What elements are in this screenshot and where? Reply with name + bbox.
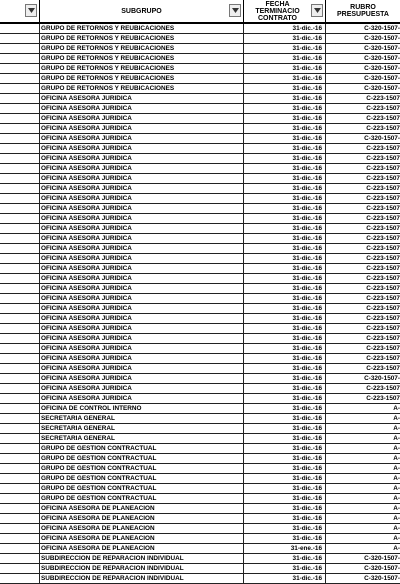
cell-rubro[interactable]: A- <box>393 405 400 412</box>
cell-fecha[interactable]: 31-dic.-16 <box>244 574 326 583</box>
cell-subgrupo[interactable]: GRUPO DE GESTION CONTRACTUAL <box>40 484 244 493</box>
cell-subgrupo[interactable]: OFICINA ASESORA JURIDICA <box>40 384 244 393</box>
cell-rubro[interactable]: A- <box>393 535 400 542</box>
cell-blank[interactable] <box>0 84 40 93</box>
cell-blank[interactable] <box>0 474 40 483</box>
cell-blank[interactable] <box>0 424 40 433</box>
table-row <box>0 94 400 104</box>
cell-fecha[interactable]: 31-dic.-16 <box>244 484 326 493</box>
cell-rubro[interactable]: A- <box>393 475 400 482</box>
cell-rubro[interactable]: C-223-1507 <box>366 345 400 352</box>
table-row <box>0 514 400 524</box>
cell-fecha[interactable]: 31-dic.-16 <box>244 214 326 223</box>
cell-rubro[interactable]: C-320-1507- <box>364 55 400 62</box>
chevron-down-icon <box>314 8 321 13</box>
cell-fecha[interactable]: 31-dic.-16 <box>244 384 326 393</box>
cell-blank[interactable] <box>0 524 40 533</box>
table-row <box>0 74 400 84</box>
cell-rubro[interactable]: C-223-1507 <box>366 335 400 342</box>
table-row <box>0 284 400 294</box>
cell-rubro[interactable]: C-223-1507 <box>366 355 400 362</box>
cell-fecha[interactable]: 31-dic.-16 <box>244 494 326 503</box>
table-row <box>0 234 400 244</box>
cell-blank[interactable] <box>0 144 40 153</box>
header-cell-blank[interactable] <box>0 0 40 22</box>
cell-subgrupo[interactable]: GRUPO DE GESTION CONTRACTUAL <box>40 474 244 483</box>
cell-rubro[interactable]: A- <box>393 425 400 432</box>
cell-rubro[interactable]: C-223-1507 <box>366 165 400 172</box>
chevron-down-icon <box>28 8 35 13</box>
cell-blank[interactable] <box>0 24 40 33</box>
chevron-down-icon <box>232 8 239 13</box>
table-row <box>0 354 400 364</box>
cell-blank[interactable] <box>0 164 40 173</box>
cell-blank[interactable] <box>0 544 40 553</box>
cell-subgrupo[interactable]: SECRETARIA GENERAL <box>40 424 244 433</box>
table-row <box>0 104 400 114</box>
cell-fecha[interactable]: 31-dic.-16 <box>244 194 326 203</box>
header-cell-subgrupo[interactable] <box>40 0 244 22</box>
cell-blank[interactable] <box>0 364 40 373</box>
cell-blank[interactable] <box>0 174 40 183</box>
table-row <box>0 524 400 534</box>
cell-subgrupo[interactable]: GRUPO DE RETORNOS Y REUBICACIONES <box>40 64 244 73</box>
table-row <box>0 224 400 234</box>
table-body <box>0 24 400 584</box>
header-cell-rubro[interactable] <box>326 0 400 22</box>
table-row <box>0 334 400 344</box>
cell-rubro[interactable]: C-223-1507 <box>366 105 400 112</box>
cell-rubro[interactable]: C-223-1507 <box>366 395 400 402</box>
cell-rubro[interactable]: C-320-1507- <box>364 555 400 562</box>
cell-subgrupo[interactable]: OFICINA ASESORA JURIDICA <box>40 144 244 153</box>
cell-subgrupo[interactable]: OFICINA ASESORA DE PLANEACION <box>40 534 244 543</box>
cell-fecha[interactable]: 31-dic.-16 <box>244 244 326 253</box>
cell-rubro[interactable]: C-223-1507 <box>366 315 400 322</box>
cell-subgrupo[interactable]: SECRETARIA GENERAL <box>40 434 244 443</box>
cell-rubro[interactable]: A- <box>393 445 400 452</box>
cell-rubro[interactable]: A- <box>393 525 400 532</box>
filter-dropdown-button[interactable] <box>311 4 323 17</box>
cell-fecha[interactable]: 31-dic.-16 <box>244 94 326 103</box>
cell-rubro[interactable]: C-223-1507 <box>366 155 400 162</box>
cell-blank[interactable] <box>0 74 40 83</box>
cell-rubro[interactable]: C-223-1507 <box>366 125 400 132</box>
cell-blank[interactable] <box>0 204 40 213</box>
cell-subgrupo[interactable]: GRUPO DE RETORNOS Y REUBICACIONES <box>40 44 244 53</box>
cell-subgrupo[interactable]: OFICINA ASESORA DE PLANEACION <box>40 514 244 523</box>
cell-subgrupo[interactable]: GRUPO DE RETORNOS Y REUBICACIONES <box>40 74 244 83</box>
table-row <box>0 414 400 424</box>
cell-fecha[interactable]: 31-dic.-16 <box>244 134 326 143</box>
table-row <box>0 534 400 544</box>
cell-subgrupo[interactable]: SECRETARIA GENERAL <box>40 414 244 423</box>
cell-blank[interactable] <box>0 54 40 63</box>
cell-blank[interactable] <box>0 314 40 323</box>
header-label-rubro: RUBRO PRESUPUESTA <box>337 4 389 18</box>
table-row <box>0 394 400 404</box>
cell-blank[interactable] <box>0 564 40 573</box>
cell-blank[interactable] <box>0 274 40 283</box>
cell-rubro[interactable]: A- <box>393 505 400 512</box>
cell-fecha[interactable]: 31-dic.-16 <box>244 434 326 443</box>
cell-subgrupo[interactable]: GRUPO DE RETORNOS Y REUBICACIONES <box>40 24 244 33</box>
cell-rubro[interactable]: A- <box>393 515 400 522</box>
cell-blank[interactable] <box>0 304 40 313</box>
cell-rubro[interactable]: C-223-1507 <box>366 185 400 192</box>
cell-subgrupo[interactable]: OFICINA ASESORA JURIDICA <box>40 234 244 243</box>
cell-fecha[interactable]: 31-dic.-16 <box>244 184 326 193</box>
cell-blank[interactable] <box>0 154 40 163</box>
table-row <box>0 254 400 264</box>
table-row <box>0 324 400 334</box>
cell-blank[interactable] <box>0 184 40 193</box>
cell-subgrupo[interactable]: OFICINA ASESORA JURIDICA <box>40 254 244 263</box>
cell-blank[interactable] <box>0 374 40 383</box>
cell-subgrupo[interactable]: OFICINA ASESORA JURIDICA <box>40 194 244 203</box>
table-row <box>0 64 400 74</box>
cell-fecha[interactable]: 31-dic.-16 <box>244 124 326 133</box>
cell-blank[interactable] <box>0 234 40 243</box>
table-row <box>0 494 400 504</box>
cell-subgrupo[interactable]: GRUPO DE GESTION CONTRACTUAL <box>40 464 244 473</box>
header-row <box>0 0 400 24</box>
cell-fecha[interactable]: 31-dic.-16 <box>244 404 326 413</box>
cell-subgrupo[interactable]: OFICINA ASESORA JURIDICA <box>40 324 244 333</box>
cell-blank[interactable] <box>0 244 40 253</box>
cell-fecha[interactable]: 31-dic.-16 <box>244 394 326 403</box>
cell-rubro[interactable]: C-223-1507 <box>366 275 400 282</box>
cell-fecha[interactable]: 31-dic.-16 <box>244 364 326 373</box>
cell-blank[interactable] <box>0 534 40 543</box>
cell-fecha[interactable]: 31-dic.-16 <box>244 304 326 313</box>
cell-fecha[interactable]: 31-dic.-16 <box>244 334 326 343</box>
table-row <box>0 464 400 474</box>
filter-dropdown-button[interactable] <box>229 4 241 17</box>
cell-subgrupo[interactable]: GRUPO DE RETORNOS Y REUBICACIONES <box>40 84 244 93</box>
cell-rubro[interactable]: C-223-1507 <box>366 225 400 232</box>
cell-fecha[interactable]: 31-dic.-16 <box>244 74 326 83</box>
cell-fecha[interactable]: 31-dic.-16 <box>244 54 326 63</box>
table-row <box>0 204 400 214</box>
cell-blank[interactable] <box>0 454 40 463</box>
cell-blank[interactable] <box>0 484 40 493</box>
cell-subgrupo[interactable]: OFICINA ASESORA JURIDICA <box>40 204 244 213</box>
table-row <box>0 564 400 574</box>
table-row <box>0 34 400 44</box>
table-row <box>0 174 400 184</box>
cell-blank[interactable] <box>0 284 40 293</box>
cell-subgrupo[interactable]: SUBDIRECCION DE REPARACION INDIVIDUAL <box>40 564 244 573</box>
cell-subgrupo[interactable]: OFICINA ASESORA JURIDICA <box>40 184 244 193</box>
cell-rubro[interactable]: C-320-1507- <box>364 575 400 582</box>
cell-subgrupo[interactable]: OFICINA ASESORA JURIDICA <box>40 104 244 113</box>
table-row <box>0 274 400 284</box>
cell-fecha[interactable]: 31-dic.-16 <box>244 534 326 543</box>
cell-blank[interactable] <box>0 354 40 363</box>
cell-subgrupo[interactable]: GRUPO DE GESTION CONTRACTUAL <box>40 494 244 503</box>
cell-blank[interactable] <box>0 504 40 513</box>
cell-blank[interactable] <box>0 44 40 53</box>
cell-blank[interactable] <box>0 404 40 413</box>
cell-fecha[interactable]: 31-dic.-16 <box>244 374 326 383</box>
cell-fecha[interactable]: 31-dic.-16 <box>244 164 326 173</box>
cell-subgrupo[interactable]: OFICINA ASESORA JURIDICA <box>40 214 244 223</box>
cell-subgrupo[interactable]: OFICINA ASESORA JURIDICA <box>40 244 244 253</box>
cell-subgrupo[interactable]: OFICINA ASESORA JURIDICA <box>40 134 244 143</box>
table-row <box>0 404 400 414</box>
cell-blank[interactable] <box>0 394 40 403</box>
cell-blank[interactable] <box>0 64 40 73</box>
table-row <box>0 264 400 274</box>
cell-fecha[interactable]: 31-dic.-16 <box>244 24 326 33</box>
cell-subgrupo[interactable]: OFICINA ASESORA JURIDICA <box>40 164 244 173</box>
cell-fecha[interactable]: 31-dic.-16 <box>244 64 326 73</box>
cell-subgrupo[interactable]: OFICINA ASESORA JURIDICA <box>40 344 244 353</box>
cell-rubro[interactable]: C-223-1507 <box>366 215 400 222</box>
cell-blank[interactable] <box>0 124 40 133</box>
cell-fecha[interactable]: 31-dic.-16 <box>244 464 326 473</box>
cell-subgrupo[interactable]: OFICINA ASESORA JURIDICA <box>40 174 244 183</box>
cell-fecha[interactable]: 31-dic.-16 <box>244 524 326 533</box>
cell-rubro[interactable]: A- <box>393 545 400 552</box>
cell-rubro[interactable]: C-223-1507 <box>366 245 400 252</box>
table-row <box>0 84 400 94</box>
cell-rubro[interactable]: A- <box>393 495 400 502</box>
cell-fecha[interactable]: 31-dic.-16 <box>244 314 326 323</box>
cell-blank[interactable] <box>0 264 40 273</box>
cell-rubro[interactable]: C-223-1507 <box>366 265 400 272</box>
cell-subgrupo[interactable]: OFICINA ASESORA JURIDICA <box>40 294 244 303</box>
cell-subgrupo[interactable]: OFICINA ASESORA JURIDICA <box>40 284 244 293</box>
cell-rubro[interactable]: C-320-1507- <box>364 25 400 32</box>
cell-rubro[interactable]: C-223-1507 <box>366 175 400 182</box>
cell-fecha[interactable]: 31-dic.-16 <box>244 344 326 353</box>
cell-rubro[interactable]: C-223-1507 <box>366 235 400 242</box>
cell-fecha[interactable]: 31-dic.-16 <box>244 474 326 483</box>
cell-fecha[interactable]: 31-dic.-16 <box>244 204 326 213</box>
cell-rubro[interactable]: A- <box>393 465 400 472</box>
cell-subgrupo[interactable]: OFICINA ASESORA JURIDICA <box>40 114 244 123</box>
cell-rubro[interactable]: C-320-1507- <box>364 85 400 92</box>
cell-rubro[interactable]: A- <box>393 485 400 492</box>
cell-blank[interactable] <box>0 344 40 353</box>
cell-rubro[interactable]: C-320-1507- <box>364 45 400 52</box>
cell-blank[interactable] <box>0 34 40 43</box>
cell-rubro[interactable]: C-223-1507 <box>366 325 400 332</box>
table-row <box>0 484 400 494</box>
cell-subgrupo[interactable]: OFICINA ASESORA JURIDICA <box>40 94 244 103</box>
cell-rubro[interactable]: C-223-1507 <box>366 385 400 392</box>
cell-subgrupo[interactable]: OFICINA ASESORA JURIDICA <box>40 314 244 323</box>
cell-fecha[interactable]: 31-dic.-16 <box>244 104 326 113</box>
cell-rubro[interactable]: C-223-1507 <box>366 365 400 372</box>
cell-blank[interactable] <box>0 94 40 103</box>
cell-blank[interactable] <box>0 214 40 223</box>
cell-subgrupo[interactable]: OFICINA ASESORA JURIDICA <box>40 224 244 233</box>
cell-blank[interactable] <box>0 414 40 423</box>
cell-blank[interactable] <box>0 574 40 583</box>
cell-rubro[interactable]: C-223-1507 <box>366 115 400 122</box>
table-row <box>0 154 400 164</box>
cell-rubro[interactable]: C-223-1507 <box>366 255 400 262</box>
table-row <box>0 114 400 124</box>
cell-subgrupo[interactable]: OFICINA DE CONTROL INTERNO <box>40 404 244 413</box>
cell-subgrupo[interactable]: OFICINA ASESORA JURIDICA <box>40 124 244 133</box>
cell-subgrupo[interactable]: OFICINA ASESORA JURIDICA <box>40 394 244 403</box>
cell-fecha[interactable]: 31-dic.-16 <box>244 514 326 523</box>
table-row <box>0 504 400 514</box>
cell-subgrupo[interactable]: GRUPO DE RETORNOS Y REUBICACIONES <box>40 54 244 63</box>
table-row <box>0 184 400 194</box>
cell-blank[interactable] <box>0 324 40 333</box>
cell-fecha[interactable]: 31-dic.-16 <box>244 144 326 153</box>
cell-fecha[interactable]: 31-dic.-16 <box>244 294 326 303</box>
cell-fecha[interactable]: 31-dic.-16 <box>244 224 326 233</box>
cell-fecha[interactable]: 31-dic.-16 <box>244 84 326 93</box>
cell-fecha[interactable]: 31-dic.-16 <box>244 414 326 423</box>
cell-blank[interactable] <box>0 294 40 303</box>
table-row <box>0 24 400 34</box>
cell-rubro[interactable]: C-223-1507 <box>366 295 400 302</box>
cell-fecha[interactable]: 31-dic.-16 <box>244 274 326 283</box>
cell-blank[interactable] <box>0 194 40 203</box>
cell-blank[interactable] <box>0 434 40 443</box>
table-row <box>0 474 400 484</box>
table-row <box>0 544 400 554</box>
table-row <box>0 424 400 434</box>
cell-subgrupo[interactable]: OFICINA ASESORA DE PLANEACION <box>40 504 244 513</box>
cell-rubro[interactable]: C-320-1507- <box>364 135 400 142</box>
table-row <box>0 164 400 174</box>
cell-fecha[interactable]: 31-dic.-16 <box>244 554 326 563</box>
cell-fecha[interactable]: 31-ene.-16 <box>244 544 326 553</box>
cell-blank[interactable] <box>0 254 40 263</box>
cell-fecha[interactable]: 31-dic.-16 <box>244 454 326 463</box>
cell-blank[interactable] <box>0 104 40 113</box>
cell-fecha[interactable]: 31-dic.-16 <box>244 154 326 163</box>
cell-fecha[interactable]: 31-dic.-16 <box>244 324 326 333</box>
cell-fecha[interactable]: 31-dic.-16 <box>244 444 326 453</box>
table-row <box>0 444 400 454</box>
cell-blank[interactable] <box>0 464 40 473</box>
table-row <box>0 44 400 54</box>
table-row <box>0 384 400 394</box>
cell-fecha[interactable]: 31-dic.-16 <box>244 114 326 123</box>
cell-blank[interactable] <box>0 134 40 143</box>
table-row <box>0 194 400 204</box>
cell-fecha[interactable]: 31-dic.-16 <box>244 34 326 43</box>
cell-rubro[interactable]: C-320-1507- <box>364 35 400 42</box>
filter-dropdown-button[interactable] <box>25 4 37 17</box>
cell-rubro[interactable]: C-223-1507 <box>366 305 400 312</box>
cell-fecha[interactable]: 31-dic.-16 <box>244 264 326 273</box>
cell-rubro[interactable]: A- <box>393 455 400 462</box>
table-row <box>0 344 400 354</box>
cell-fecha[interactable]: 31-dic.-16 <box>244 44 326 53</box>
cell-rubro[interactable]: C-223-1507 <box>366 285 400 292</box>
header-label-fecha: FECHA TERMINACIO CONTRATO <box>255 0 300 22</box>
table-row <box>0 304 400 314</box>
cell-subgrupo[interactable]: OFICINA ASESORA JURIDICA <box>40 264 244 273</box>
cell-blank[interactable] <box>0 494 40 503</box>
cell-subgrupo[interactable]: OFICINA ASESORA DE PLANEACION <box>40 524 244 533</box>
table-row <box>0 294 400 304</box>
cell-rubro[interactable]: C-320-1507- <box>364 375 400 382</box>
table-row <box>0 314 400 324</box>
table-row <box>0 554 400 564</box>
table-row <box>0 364 400 374</box>
cell-blank[interactable] <box>0 384 40 393</box>
table-row <box>0 134 400 144</box>
cell-rubro[interactable]: C-320-1507- <box>364 565 400 572</box>
cell-rubro[interactable]: C-223-1507 <box>366 205 400 212</box>
table-row <box>0 124 400 134</box>
cell-fecha[interactable]: 31-dic.-16 <box>244 354 326 363</box>
table-row <box>0 54 400 64</box>
cell-rubro[interactable]: C-223-1507 <box>366 195 400 202</box>
cell-blank[interactable] <box>0 224 40 233</box>
cell-blank[interactable] <box>0 114 40 123</box>
header-label-subgrupo: SUBGRUPO <box>121 7 162 15</box>
cell-subgrupo[interactable]: GRUPO DE GESTION CONTRACTUAL <box>40 444 244 453</box>
cell-rubro[interactable]: C-320-1507- <box>364 75 400 82</box>
table-row <box>0 244 400 254</box>
cell-fecha[interactable]: 31-dic.-16 <box>244 424 326 433</box>
cell-fecha[interactable]: 31-dic.-16 <box>244 504 326 513</box>
table-row <box>0 434 400 444</box>
cell-blank[interactable] <box>0 334 40 343</box>
cell-rubro[interactable]: C-223-1507 <box>366 145 400 152</box>
cell-subgrupo[interactable]: SUBDIRECCION DE REPARACION INDIVIDUAL <box>40 554 244 563</box>
table-row <box>0 574 400 584</box>
cell-subgrupo[interactable]: OFICINA ASESORA JURIDICA <box>40 374 244 383</box>
header-cell-fecha[interactable] <box>244 0 326 22</box>
cell-subgrupo[interactable]: OFICINA ASESORA JURIDICA <box>40 274 244 283</box>
cell-fecha[interactable]: 31-dic.-16 <box>244 564 326 573</box>
cell-subgrupo[interactable]: OFICINA ASESORA JURIDICA <box>40 354 244 363</box>
cell-rubro[interactable]: C-320-1507- <box>364 65 400 72</box>
table-row <box>0 144 400 154</box>
cell-subgrupo[interactable]: GRUPO DE GESTION CONTRACTUAL <box>40 454 244 463</box>
cell-fecha[interactable]: 31-dic.-16 <box>244 174 326 183</box>
table-row <box>0 214 400 224</box>
cell-fecha[interactable]: 31-dic.-16 <box>244 254 326 263</box>
cell-subgrupo[interactable]: OFICINA ASESORA JURIDICA <box>40 364 244 373</box>
cell-blank[interactable] <box>0 514 40 523</box>
table-row <box>0 454 400 464</box>
cell-subgrupo[interactable]: SUBDIRECCION DE REPARACION INDIVIDUAL <box>40 574 244 583</box>
table-row <box>0 374 400 384</box>
cell-subgrupo[interactable]: OFICINA ASESORA DE PLANEACION <box>40 544 244 553</box>
cell-blank[interactable] <box>0 554 40 563</box>
cell-blank[interactable] <box>0 444 40 453</box>
cell-fecha[interactable]: 31-dic.-16 <box>244 234 326 243</box>
cell-rubro[interactable]: A- <box>393 415 400 422</box>
cell-subgrupo[interactable]: OFICINA ASESORA JURIDICA <box>40 334 244 343</box>
cell-subgrupo[interactable]: GRUPO DE RETORNOS Y REUBICACIONES <box>40 34 244 43</box>
cell-rubro[interactable]: A- <box>393 435 400 442</box>
cell-subgrupo[interactable]: OFICINA ASESORA JURIDICA <box>40 154 244 163</box>
cell-rubro[interactable]: C-223-1507 <box>366 95 400 102</box>
cell-subgrupo[interactable]: OFICINA ASESORA JURIDICA <box>40 304 244 313</box>
cell-fecha[interactable]: 31-dic.-16 <box>244 284 326 293</box>
